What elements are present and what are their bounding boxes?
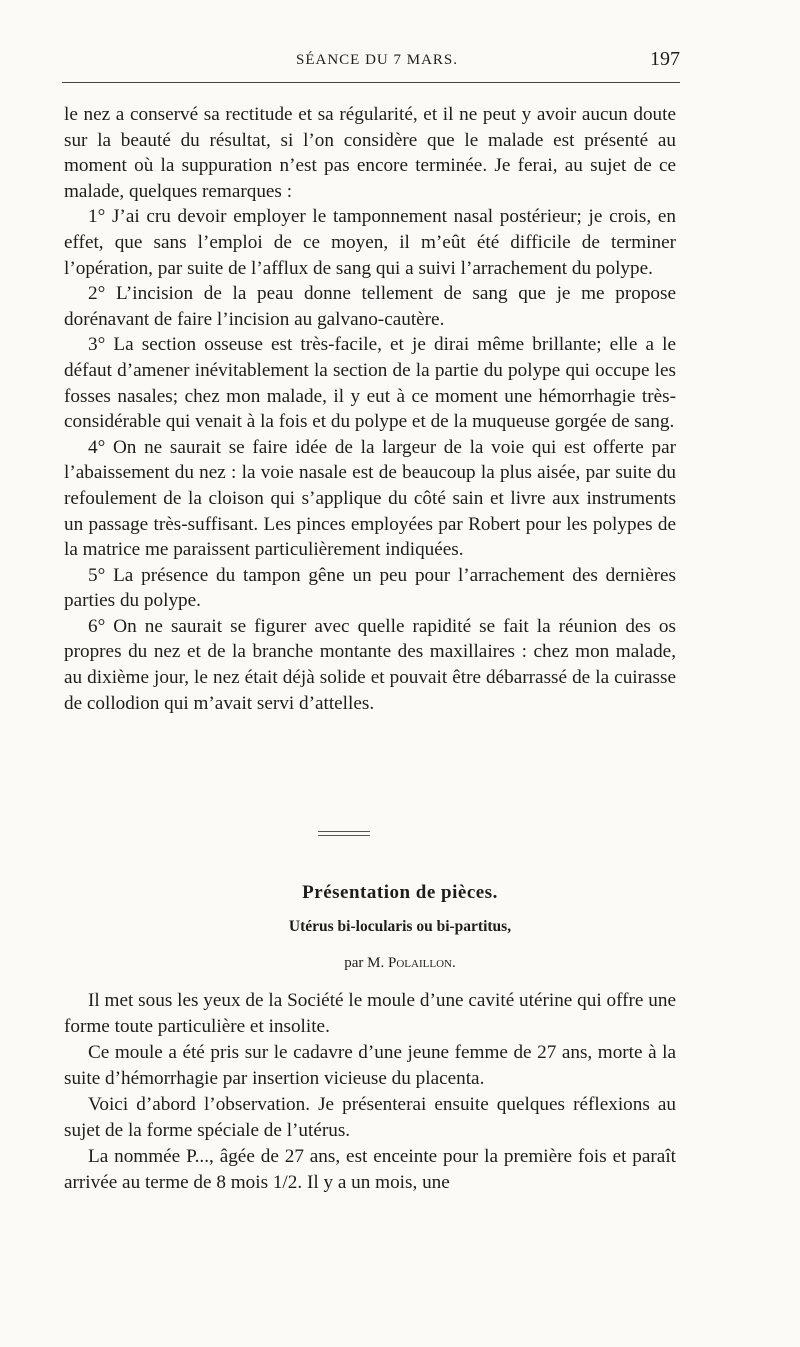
paragraph-remark-3: 3° La section osseuse est très-facile, et je dirai même brillante; elle a le défaut d’amener inévitablement la section de la partie du polype qui occupe les fosses nasales; chez mon malade, il y eut à ce moment une hémorrhagie très-considérable qui venait à la fois et du polype et de la muqueuse gorgée de sang. [64, 334, 676, 433]
header-rule [62, 82, 680, 83]
running-title: SÉANCE DU 7 MARS. [296, 52, 459, 68]
body-text-bottom [64, 988, 676, 1196]
paragraph: La nommée P..., âgée de 27 ans, est enceinte pour la première fois et paraît arrivée au terme de 8 mois 1/2. Il y a un mois, une [64, 1146, 676, 1193]
paragraph: le nez a conservé sa rectitude et sa régularité, et il ne peut y avoir aucun doute sur la beauté du résultat, si l’on considère que le malade est présenté au moment où la suppuration n’est pas encore terminée. Je ferai, au sujet de ce malade, quelques remarques : [64, 104, 676, 202]
section-author [0, 955, 800, 972]
paragraph-remark-5: 5° La présence du tampon gêne un peu pour l’arrachement des dernières parties du polype. [64, 564, 676, 612]
paragraph-remark-6: 6° On ne saurait se figurer avec quelle rapidité se fait la réunion des os propres du nez et de la branche montante des maxillaires : chez mon malade, au dixième jour, le nez était déjà solide et pouvait être débarrassé de la cuirasse de collodion qui m’avait servi d’attelles. [64, 615, 676, 714]
section-separator [318, 831, 370, 836]
page-number: 197 [650, 48, 680, 70]
author-prefix: par M. [344, 955, 385, 971]
section-title: Présentation de pièces. [302, 882, 498, 903]
body-text-top [64, 102, 676, 716]
section-subtitle: Utérus bi-locularis ou bi-partitus, [288, 918, 512, 935]
author-name: Polaillon. [388, 955, 456, 971]
paragraph-remark-2: 2° L’incision de la peau donne tellement de sang que je me propose dorénavant de faire l’incision au galvano-cautère. [64, 283, 676, 330]
paragraph-remark-1: 1° J’ai cru devoir employer le tamponnement nasal postérieur; je crois, en effet, que sans l’emploi de ce moyen, il m’eût été difficile de terminer l’opération, par suite de l’afflux de sang qui a suivi l’arrachement du polype. [64, 206, 676, 279]
paragraph: Il met sous les yeux de la Société le moule d’une cavité utérine qui offre une forme toute particulière et insolite. [64, 990, 676, 1037]
paragraph-remark-4: 4° On ne saurait se faire idée de la largeur de la voie qui est offerte par l’abaissement du nez : la voie nasale est de beaucoup la plus aisée, par suite du refoulement de la cloison qui s’applique du côté sain et livre aux instruments un passage très-suffisant. Les pinces employées par Robert pour les polypes de la matrice me paraissent particulièrement indiquées. [64, 436, 676, 561]
paragraph: Voici d’abord l’observation. Je présenterai ensuite quelques réflexions au sujet de la forme spéciale de l’utérus. [64, 1094, 676, 1141]
paragraph: Ce moule a été pris sur le cadavre d’une jeune femme de 27 ans, morte à la suite d’hémorrhagie par insertion vicieuse du placenta. [64, 1042, 676, 1089]
